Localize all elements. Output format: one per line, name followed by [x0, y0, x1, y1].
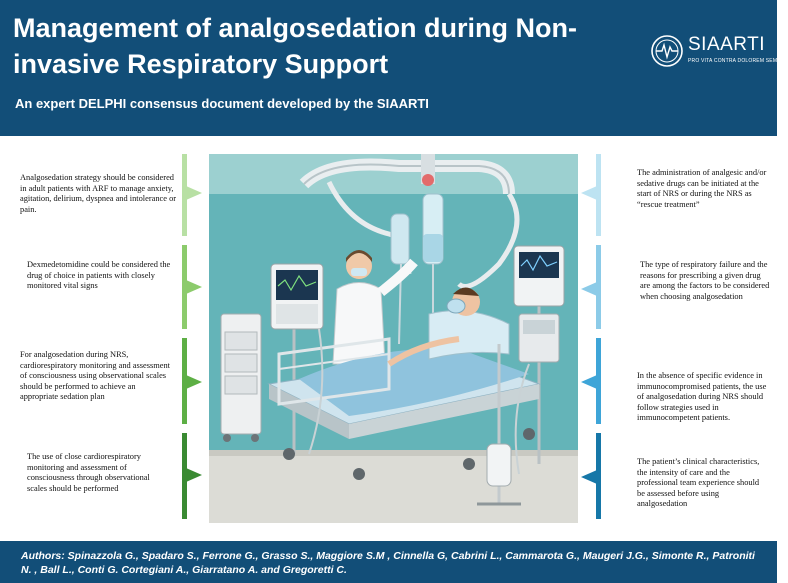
page-title: Management of analgosedation during Non-invasive Respiratory Support: [13, 13, 578, 79]
right-statement-1: The administration of analgesic and/or sedative drugs can be initiated at the start of NRS or during the NRS as “rescue treatment”: [637, 168, 767, 209]
page-subtitle: An expert DELPHI consensus document developed by the SIAARTI: [15, 96, 429, 111]
right-marker-arrow-2: [581, 282, 597, 296]
authors-list: Authors: Spinazzola G., Spadaro S., Ferrone G., Grasso S., Maggiore S.M , Cinnella G, Cabrini L., Cammarota G., Maugeri J.G., Simonte R., Patroniti N. , Ball L., Conti G. Cortegiani A., Giarratano A. and Gregoretti C.: [21, 550, 755, 576]
left-marker-arrow-1: [186, 186, 202, 200]
left-marker-arrow-4: [186, 468, 202, 482]
right-marker-arrow-4: [581, 470, 597, 484]
right-statement-3: In the absence of specific evidence in immunocompromised patients, the use of analgosedation during NRS should follow strategies used in immunocompetent patients.: [637, 371, 767, 422]
siaarti-logo: [650, 32, 788, 72]
right-marker-arrow-1: [581, 186, 597, 200]
right-statement-4: The patient’s clinical characteristics, the intensity of care and the professional team experience should be assessed before using analgosedation: [637, 457, 760, 508]
left-statement-4: The use of close cardiorespiratory monitoring and assessment of consciousness through observational scales should be performed: [27, 452, 150, 493]
authors-footer: [0, 541, 777, 583]
left-statement-3: For analgosedation during NRS, cardiorespiratory monitoring and assessment of consciousness using observational scales should be performed to achieve an appropriate sedation plan: [20, 350, 171, 401]
left-marker-arrow-2: [186, 280, 202, 294]
left-marker-arrow-3: [186, 375, 202, 389]
logo-name: SIAARTI: [688, 34, 766, 55]
left-statement-2: Dexmedetomidine could be considered the drug of choice in patients with closely monitored vital signs: [27, 260, 171, 290]
icu-scene-icon: [209, 154, 578, 523]
right-marker-arrow-3: [581, 375, 597, 389]
icu-illustration: [209, 154, 578, 523]
logo-motto: PRO VITA CONTRA DOLOREM SEMPER: [688, 58, 788, 64]
globe-icon: [650, 34, 684, 68]
header-banner: [0, 0, 788, 136]
right-statement-2: The type of respiratory failure and the reasons for prescribing a given drug are among the factors to be considered when choosing analgosedation: [640, 260, 770, 301]
left-statement-1: Analgosedation strategy should be considered in adult patients with ARF to manage anxiety, agitation, delirium, dyspnea and intolerance or pain.: [20, 173, 177, 214]
